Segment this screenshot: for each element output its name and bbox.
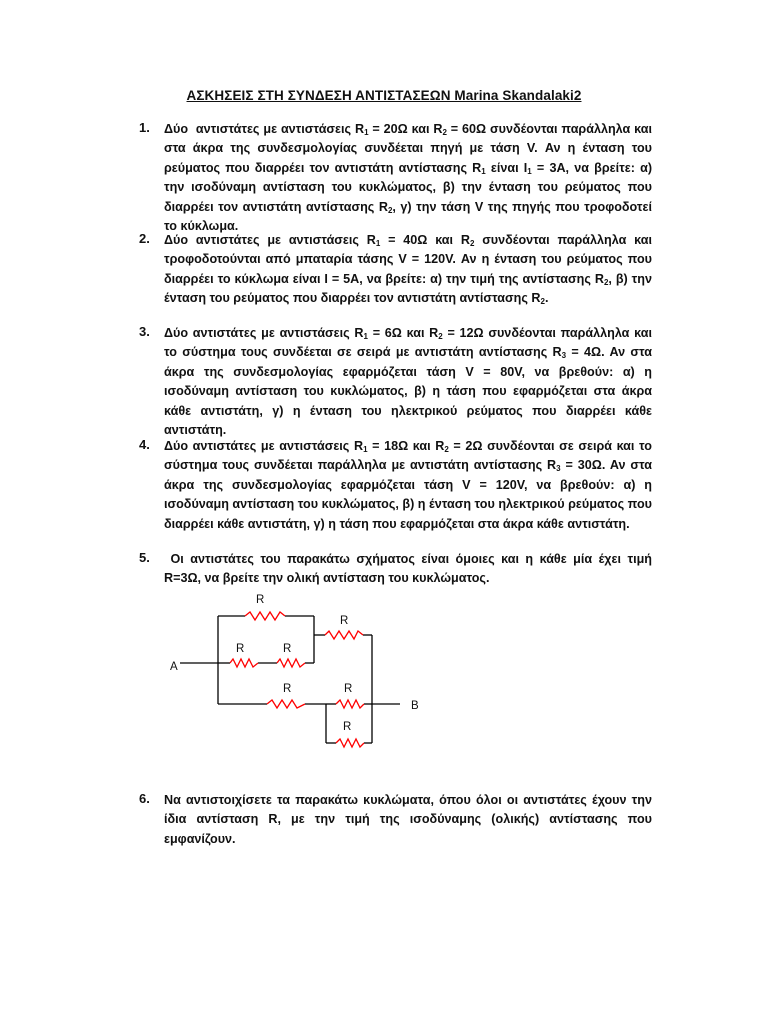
exercise-text: Δύο αντιστάτες με αντιστάσεις $R_1 = 6\Omega$ και $R_2 = 12\Omega$ συνδέονται παράλληλα και το σύστημα τους συνδέεται σε σειρά με αντιστάτη αντίστασης $R_3 = 4\Omega$. Αν στα άκρα της συνδεσμολογίας εφαρμόζεται τάση V = 80V, να βρεθούν: α) η ισοδύναμη αντίσταση του κυκλώματος, β) η τάση που εφαρμόζεται στα άκρα κάθε αντιστάτη, γ) η ένταση του ηλεκτρικού ρεύματος που διαρρέει κάθε αντιστάτη. — [164, 326, 652, 438]
resistor — [336, 739, 364, 747]
resistor — [325, 631, 363, 639]
resistor — [245, 612, 285, 620]
resistor — [230, 659, 258, 667]
exercise-number: 2. — [139, 231, 150, 246]
resistor-label: R — [256, 594, 265, 606]
resistor — [267, 700, 305, 708]
exercise-number: 3. — [139, 324, 150, 339]
circuit-wires — [180, 616, 400, 743]
page-title: ΑΣΚΗΣΕΙΣ ΣΤΗ ΣΥΝΔΕΣΗ ΑΝΤΙΣΤΑΣΕΩΝ Marina Skandalaki2 — [186, 88, 582, 103]
exercise-text: Δύο αντιστάτες με αντιστάσεις $R_1 = 18\Omega$ και $R_2 = 2\Omega$ συνδέονται σε σειρά και το σύστημα τους συνδέεται παράλληλα με αντιστάτη αντίστασης $R_3 = 30\Omega$. Αν στα άκρα της συνδεσμολογίας εφαρμόζεται τάση V = 120V, να βρεθούν: α) η ισοδύναμη αντίσταση του κυκλώματος, β) η ένταση του ηλεκτρικού ρεύματος που διαρρέει κάθε αντιστάτη, γ) η τάση που εφαρμόζεται στα άκρα κάθε αντιστάτη. — [164, 439, 653, 531]
resistor-label: R — [236, 643, 245, 655]
node-a-label: A — [170, 661, 178, 673]
resistor — [336, 700, 364, 708]
exercise-text: Οι αντιστάτες του παρακάτω σχήματος είναι όμοιες και η κάθε μία έχει τιμή R=3Ω, να βρείτε την ολική αντίσταση του κυκλώματος. — [164, 552, 652, 586]
exercise-number: 4. — [139, 437, 150, 452]
exercise-text: Δύο αντιστάτες με αντιστάσεις $R_1 = 40\Omega$ και $R_2$ συνδέονται παράλληλα και τροφοδοτούνται από μπαταρία τάσης V = 120V. Αν η ένταση του ρεύματος που διαρρέει το κύκλωμα είναι I = 5A, να βρείτε: α) την τιμή της αντίστασης $R_2$, β) την ένταση του ρεύματος που διαρρέει τον αντιστάτη αντίστασης $R_2$. — [164, 233, 652, 307]
circuit-diagram — [160, 588, 450, 758]
resistor-label: R — [283, 643, 292, 655]
resistor-label: R — [283, 683, 292, 695]
resistor-label: R — [344, 683, 353, 695]
resistor-label: R — [343, 721, 352, 733]
exercise-text: Δύο αντιστάτες με αντιστάσεις $R_1 = 20\Omega$ και $R_2 = 60\Omega$ συνδέονται παράλληλα και στα άκρα της συνδεσμολογίας συνδέεται πηγή με τάση V. Αν η ένταση του ρεύματος που διαρρέει τον αντιστάτη αντίστασης $R_1$ είναι $I_1 = 3A$, να βρείτε: α) την ισοδύναμη αντίσταση του κυκλώματος, β) την ένταση του ρεύματος που διαρρέει τον αντιστάτη αντίστασης $R_2$, γ) την τάση V της πηγής που τροφοδοτεί το κύκλωμα. — [164, 122, 653, 234]
resistor — [277, 659, 305, 667]
exercise-number: 1. — [139, 120, 150, 135]
exercise-number: 5. — [139, 550, 150, 565]
exercise-text: Να αντιστοιχίσετε τα παρακάτω κυκλώματα, όπου όλοι οι αντιστάτες έχουν την ίδια αντίσταση R, με την τιμή της ισοδύναμης (ολικής) αντίστασης που εμφανίζουν. — [164, 793, 652, 846]
exercise-number: 6. — [139, 791, 150, 806]
node-b-label: B — [411, 700, 419, 712]
resistor-label: R — [340, 615, 349, 627]
